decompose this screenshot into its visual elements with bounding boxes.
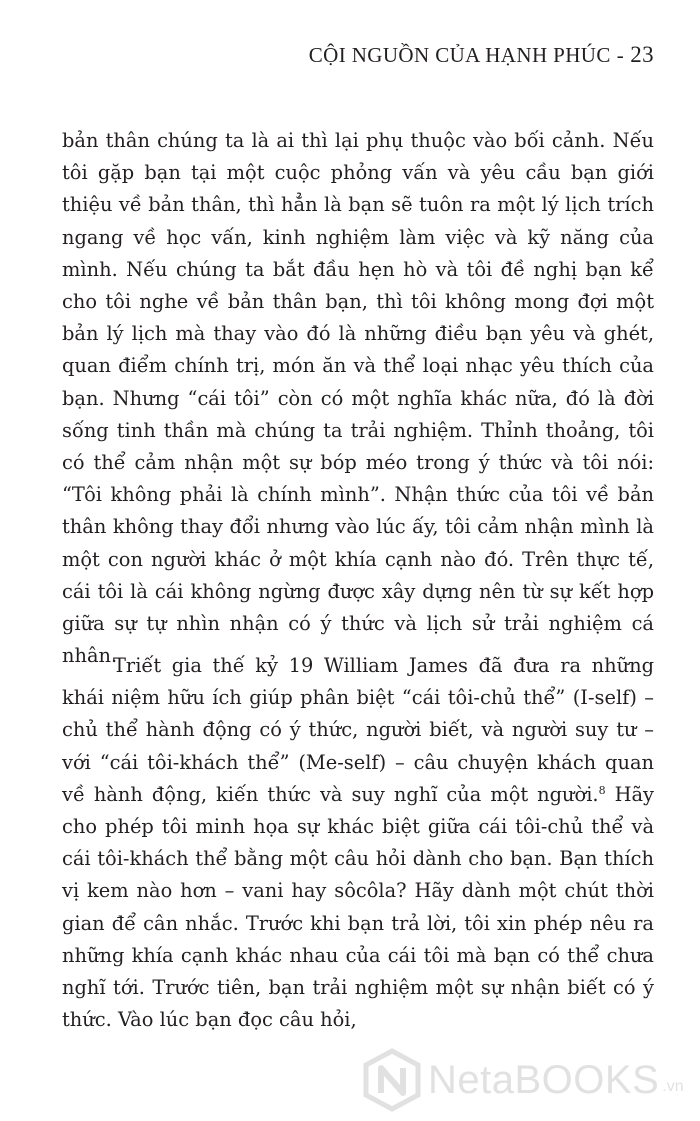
netabooks-logo-icon xyxy=(362,1048,422,1112)
running-head xyxy=(309,42,654,68)
paragraph-2-text-before-note: Triết gia thế kỷ 19 William James đã đưa ra những khái niệm hữu ích giúp phân biệt “cái tôi-chủ thể” (I-self) – chủ thể hành động có ý thức, người biết, và người suy tư – với “cái tôi-khách thể” (Me-self) – câu chuyện khách quan về hành động, kiến thức và suy nghĩ của một người. xyxy=(62,654,654,806)
watermark-brand: NetaBOOKS xyxy=(428,1057,660,1102)
watermark xyxy=(362,1045,684,1115)
footnote-ref-8[interactable]: 8 xyxy=(598,783,606,797)
header-separator: - xyxy=(616,43,625,67)
paragraph-2-text-after-note: Hãy cho phép tôi minh họa sự khác biệt giữa cái tôi-chủ thể và cái tôi-khách thể bằng một câu hỏi dành cho bạn. Bạn thích vị kem nào hơn – vani hay sôcôla? Hãy dành một chút thời gian để cân nhắc. Trước khi bạn trả lời, tôi xin phép nêu ra những khía cạnh khác nhau của cái tôi mà bạn có thể chưa nghĩ tới. Trước tiên, bạn trải nghiệm một sự nhận biết có ý thức. Vào lúc bạn đọc câu hỏi, xyxy=(62,782,655,1032)
paragraph-1-text: bản thân chúng ta là ai thì lại phụ thuộc vào bối cảnh. Nếu tôi gặp bạn tại một cuộc phỏng vấn và yêu cầu bạn giới thiệu về bản thân, thì hẳn là bạn sẽ tuôn ra một lý lịch trích ngang về học vấn, kinh nghiệm làm việc và kỹ năng của mình. Nếu chúng ta bắt đầu hẹn hò và tôi đề nghị bạn kể cho tôi nghe về bản thân bạn, thì tôi không mong đợi một bản lý lịch mà thay vào đó là những điều bạn yêu và ghét, quan điểm chính trị, món ăn và thể loại nhạc yêu thích của bạn. Nhưng “cái tôi” còn có một nghĩa khác nữa, đó là đời sống tinh thần mà chúng ta trải nghiệm. Thỉnh thoảng, tôi có thể cảm nhận một sự bóp méo trong ý thức và tôi nói: “Tôi không phải là chính mình”. Nhận thức của tôi về bản thân không thay đổi nhưng vào lúc ấy, tôi cảm nhận mình là một con người khác ở một khía cạnh nào đó. Trên thực tế, cái tôi là cái không ngừng được xây dựng nên từ sự kết hợp giữa sự tự nhìn nhận có ý thức và lịch sử trải nghiệm cá nhân. xyxy=(62,129,654,668)
paragraph-1 xyxy=(62,125,654,672)
watermark-suffix: .vn xyxy=(662,1078,684,1095)
page-number: 23 xyxy=(630,42,654,67)
paragraph-2-text xyxy=(62,650,654,1036)
paragraph-2 xyxy=(62,650,654,1036)
chapter-title: CỘI NGUỒN CỦA HẠNH PHÚC xyxy=(308,43,611,67)
